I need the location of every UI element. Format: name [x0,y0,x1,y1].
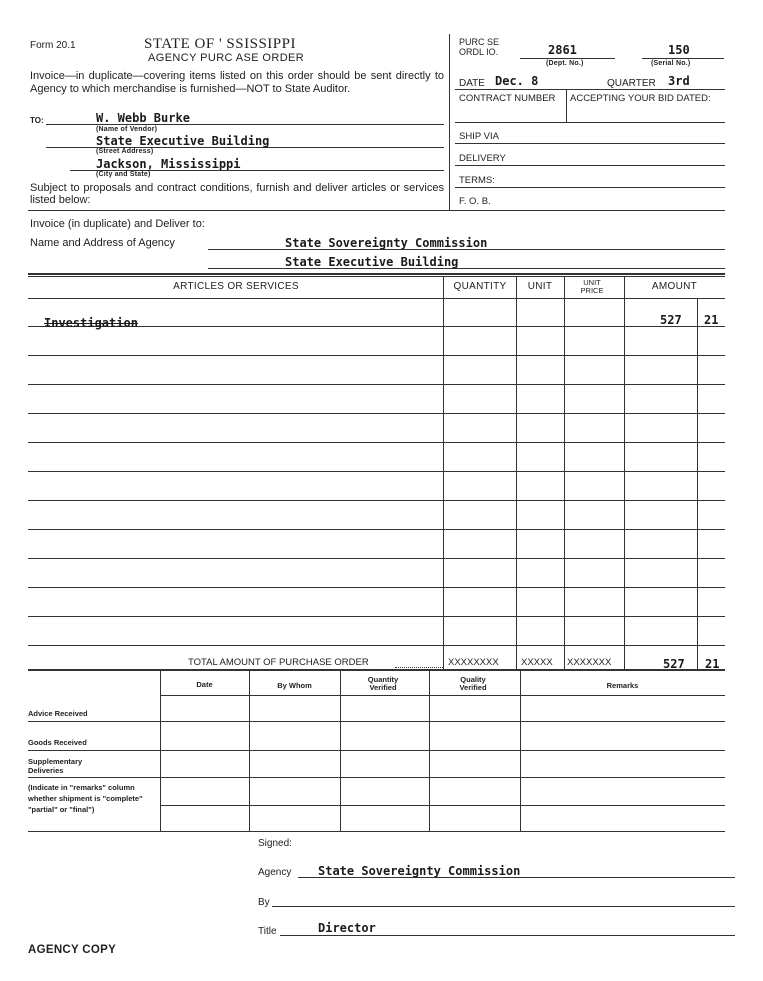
total-unit: XXXXX [521,657,553,668]
contract-number-label: CONTRACT NUMBER [459,93,556,104]
dept-number: 2861 [548,43,577,57]
serial-caption: (Serial No.) [651,60,691,67]
po-label-line1: PURC SE [459,37,500,47]
item-amount-dollars: 527 [660,313,682,327]
po-label [459,37,499,57]
header-articles: ARTICLES OR SERVICES [173,281,299,292]
track-header-quality-verified: Quality Verified [459,675,487,692]
header-amount: AMOUNT [651,281,698,292]
quarter-label: QUARTER [607,78,656,89]
track-header-date: Date [196,680,213,689]
vendor-name: W. Webb Burke [96,111,190,125]
dept-caption: (Dept. No.) [546,60,584,67]
header-unit-price: UNIT PRICE [580,278,604,295]
track-header-by-whom: By Whom [277,681,312,690]
invoice-deliver-label: Invoice (in duplicate) and Deliver to: [30,218,205,230]
item-amount-cents: 21 [704,313,719,327]
form-subtitle: AGENCY PURC ASE ORDER [148,52,305,64]
total-label: TOTAL AMOUNT OF PURCHASE ORDER [188,657,369,668]
date-value: Dec. 8 [495,74,539,88]
ship-via-label: SHIP VIA [459,131,499,142]
to-label: TO: [30,116,44,125]
vendor-street: State Executive Building [96,134,270,148]
advice-received-label: Advice Received [28,709,88,718]
po-label-line2: ORDL IO. [459,47,499,57]
signed-label: Signed: [258,838,292,849]
goods-received-label: Goods Received [28,738,87,747]
track-header-remarks: Remarks [606,681,639,690]
form-title: STATE OF ' SSISSIPPI [144,36,296,52]
track-header-quantity-verified: Quantity Verified [367,675,399,692]
form-number: Form 20.1 [30,40,76,51]
vendor-city-caption: (City and State) [96,171,151,178]
serial-number: 150 [668,43,690,57]
supplementary-deliveries-label: Supplementary Deliveries [28,757,83,775]
agency-copy-footer: AGENCY COPY [28,944,117,956]
sig-agency-label: Agency [258,867,292,878]
deliver-agency-line2: State Executive Building [285,255,459,269]
shipment-note: (Indicate in "remarks" column whether shipment is "complete" "partial" or "final") [28,783,143,814]
deliver-agency-line1: State Sovereignty Commission [285,236,488,250]
sig-by-label: By [258,897,270,908]
delivery-label: DELIVERY [459,153,506,164]
item-article: Investigation [44,316,138,330]
instructions-text: Invoice—in duplicate—covering items listed on this order should be sent directly to Agency to which merchandise is furnished—NOT to State Auditor. [30,70,444,95]
vendor-street-caption: (Street Address) [96,148,154,155]
terms-label: TERMS: [459,175,495,186]
total-quantity: XXXXXXXX [448,657,499,668]
sig-title-value: Director [318,921,376,935]
agency-name-address-label: Name and Address of Agency [30,237,175,249]
total-unit-price: XXXXXXX [567,657,612,668]
subject-text: Subject to proposals and contract conditions, furnish and deliver articles or services listed below: [30,182,444,206]
fob-label: F. O. B. [459,196,491,207]
accepting-bid-label: ACCEPTING YOUR BID DATED: [570,93,711,104]
sig-title-label: Title [258,926,277,937]
vendor-city: Jackson, Mississippi [96,157,241,171]
vendor-name-caption: (Name of Vendor) [96,126,158,133]
total-dollars: 527 [663,657,685,671]
total-cents: 21 [705,657,720,671]
quarter-value: 3rd [668,74,690,88]
sig-agency-value: State Sovereignty Commission [318,864,521,878]
header-unit: UNIT [527,281,553,292]
date-label: DATE [459,78,485,89]
header-quantity: QUANTITY [453,281,507,292]
